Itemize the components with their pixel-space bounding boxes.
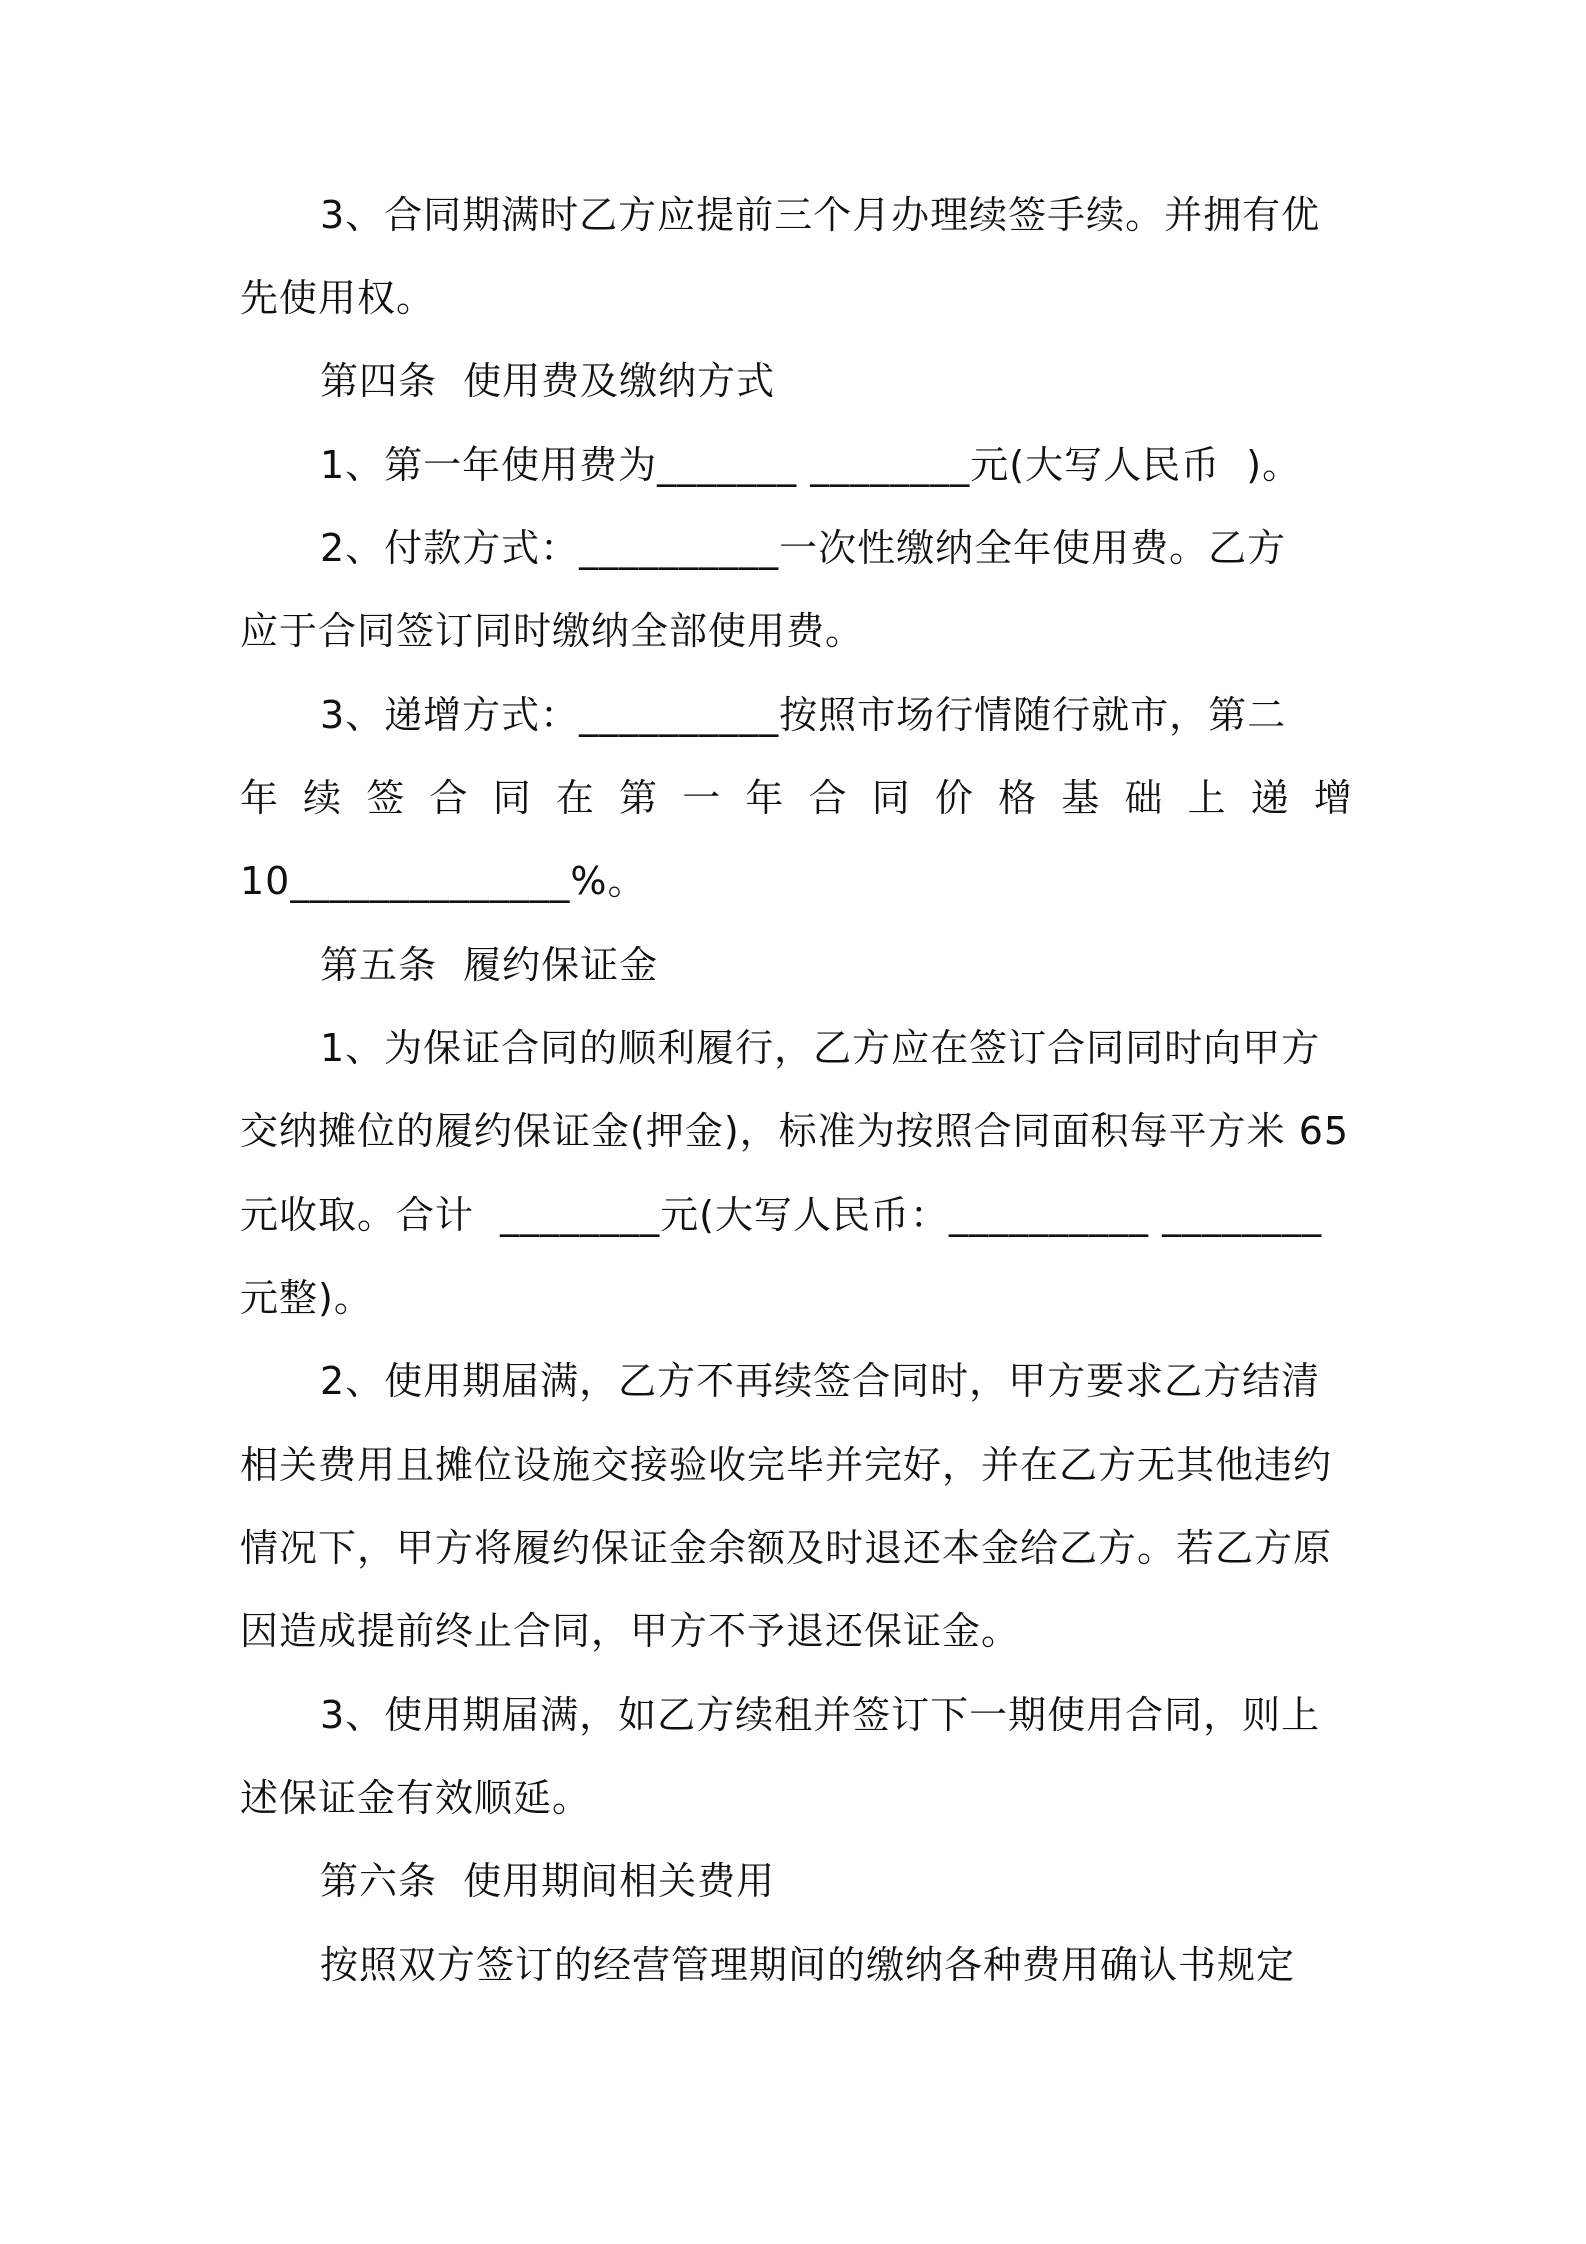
paragraph-line: 交纳摊位的履约保证金(押金)，标准为按照合同面积每平方米 65 (240, 1109, 1350, 1153)
paragraph-line: 1、为保证合同的顺利履行，乙方应在签订合同同时向甲方 (320, 1026, 1321, 1070)
justified-char: 合 (429, 776, 468, 820)
justified-char: 签 (366, 776, 405, 820)
paragraph-line: 先使用权。 (240, 276, 436, 320)
justified-char: 基 (1061, 776, 1100, 820)
paragraph-line: 按照双方签订的经营管理期间的缴纳各种费用确认书规定 (320, 1943, 1296, 1987)
section-heading: 第五条 履约保证金 (320, 943, 659, 987)
paragraph-line: 述保证金有效顺延。 (240, 1776, 592, 1820)
justified-char: 年 (240, 776, 279, 820)
paragraph-line: 2、付款方式：__________一次性缴纳全年使用费。乙方 (320, 526, 1287, 570)
section-heading: 第四条 使用费及缴纳方式 (320, 359, 776, 403)
section-heading: 第六条 使用期间相关费用 (320, 1859, 776, 1903)
justified-char: 格 (998, 776, 1037, 820)
justified-char: 年 (745, 776, 784, 820)
paragraph-line: 1、第一年使用费为_______ ________元(大写人民币 )。 (320, 443, 1302, 487)
paragraph-line: 相关费用且摊位设施交接验收完毕并完好，并在乙方无其他违约 (240, 1443, 1333, 1487)
paragraph-line: 应于合同签订同时缴纳全部使用费。 (240, 609, 865, 653)
justified-char: 同 (492, 776, 531, 820)
justified-char: 同 (871, 776, 910, 820)
paragraph-line: 元整)。 (240, 1276, 373, 1320)
paragraph-line: 3、合同期满时乙方应提前三个月办理续签手续。并拥有优 (320, 193, 1321, 237)
justified-char: 上 (1187, 776, 1226, 820)
justified-char: 础 (1124, 776, 1163, 820)
justified-char: 在 (555, 776, 594, 820)
justified-char: 一 (682, 776, 721, 820)
paragraph-line: 3、递增方式：__________按照市场行情随行就市，第二 (320, 693, 1287, 737)
paragraph-line: 10______________%。 (240, 859, 647, 903)
paragraph-line: 情况下，甲方将履约保证金余额及时退还本金给乙方。若乙方原 (240, 1526, 1333, 1570)
justified-line (240, 773, 1352, 823)
justified-char: 增 (1313, 776, 1352, 820)
justified-char: 合 (808, 776, 847, 820)
paragraph-line: 元收取。合计 ________元(大写人民币：__________ ________ (240, 1193, 1323, 1237)
justified-char: 续 (303, 776, 342, 820)
justified-char: 递 (1250, 776, 1289, 820)
paragraph-line: 3、使用期届满，如乙方续租并签订下一期使用合同，则上 (320, 1693, 1321, 1737)
justified-char: 价 (934, 776, 973, 820)
paragraph-line: 因造成提前终止合同，甲方不予退还保证金。 (240, 1609, 1021, 1653)
justified-char: 第 (619, 776, 658, 820)
paragraph-line: 2、使用期届满，乙方不再续签合同时，甲方要求乙方结清 (320, 1359, 1321, 1403)
